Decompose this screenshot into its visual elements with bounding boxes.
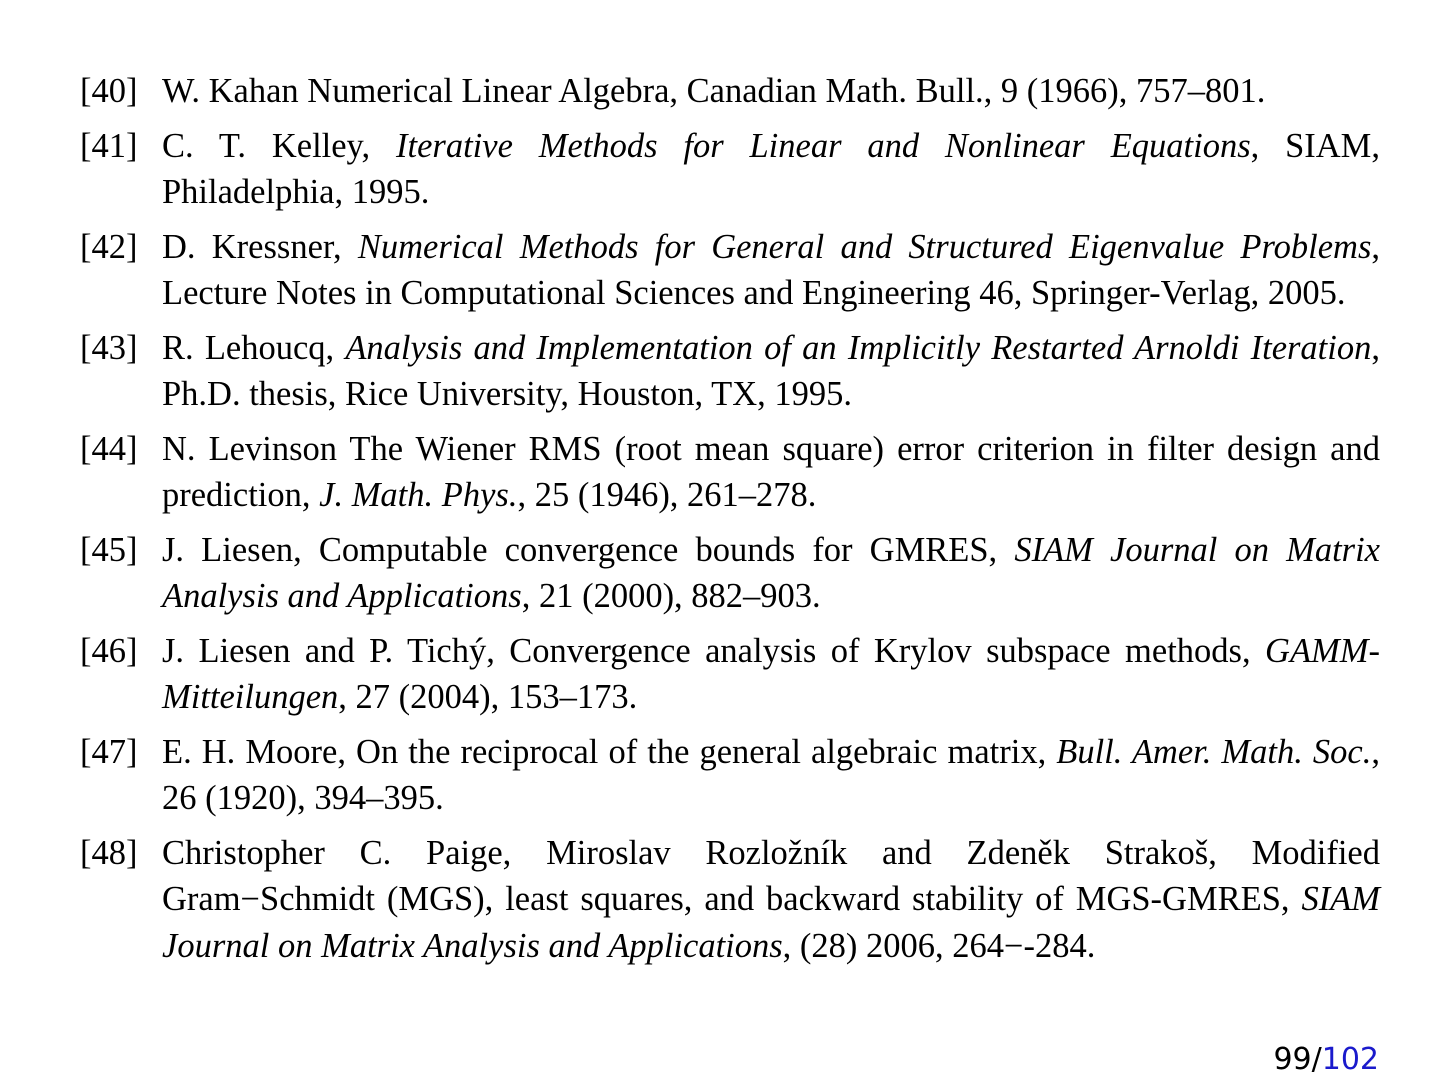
reference-entry (80, 527, 1380, 620)
reference-title-italic: Analysis and Implementation of an Implicitly Restarted Arnoldi Iteration (345, 328, 1372, 367)
current-page-number: 99 (1273, 1042, 1312, 1077)
reference-text-segment: , 26 (1920), 394–395. (162, 732, 1380, 817)
reference-entry (80, 426, 1380, 519)
reference-title-italic: SIAM Journal on Matrix Analysis and Applications (162, 530, 1380, 615)
reference-text-segment: Christopher C. Paige, Miroslav Rozložník and Zdeněk Strakoš, Modified Gram−Schmidt (MGS), least squares, and backward stability of MGS-GMRES, (162, 833, 1380, 918)
reference-text-segment: , Ph.D. thesis, Rice University, Houston, TX, 1995. (162, 328, 1380, 413)
reference-entry (80, 325, 1380, 418)
reference-text-segment: N. Levinson The Wiener RMS (root mean square) error criterion in filter design and prediction, (162, 429, 1380, 514)
reference-text (162, 628, 1380, 721)
reference-text-segment: W. Kahan Numerical Linear Algebra, Canadian Math. Bull., 9 (1966), 757–801. (162, 72, 1266, 110)
reference-number: [40] (80, 72, 138, 110)
reference-text-segment: J. Liesen and P. Tichý, Convergence analysis of Krylov subspace methods, (162, 631, 1266, 670)
reference-text-segment: , 25 (1946), 261–278. (517, 476, 817, 514)
reference-entry (80, 830, 1380, 970)
reference-number: [42] (80, 227, 138, 266)
reference-number: [44] (80, 429, 138, 468)
reference-text-segment: , 21 (2000), 882–903. (521, 577, 821, 615)
reference-title-italic: SIAM Journal on Matrix Analysis and Applications (162, 880, 1380, 965)
reference-text (162, 68, 1380, 115)
reference-number: [41] (80, 126, 138, 165)
reference-number: [43] (80, 328, 138, 367)
reference-entry (80, 123, 1380, 216)
reference-text-segment: J. Liesen, Computable convergence bounds for GMRES, (162, 530, 1015, 569)
reference-text (162, 123, 1380, 216)
reference-text (162, 830, 1380, 970)
reference-entry (80, 729, 1380, 822)
reference-text (162, 224, 1380, 317)
reference-title-italic: J. Math. Phys. (319, 476, 518, 514)
page-separator: / (1311, 1042, 1322, 1077)
reference-title-italic: Numerical Methods for General and Structured Eigenvalue Problems (357, 227, 1372, 266)
total-pages-link[interactable]: 102 (1321, 1042, 1379, 1077)
reference-list (80, 68, 1380, 977)
reference-text-segment: D. Kressner, (162, 227, 358, 266)
reference-text (162, 527, 1380, 620)
reference-title-italic: Bull. Amer. Math. Soc. (1056, 732, 1372, 771)
reference-title-italic: GAMM-Mitteilungen (162, 631, 1380, 716)
reference-text-segment: R. Lehoucq, (162, 328, 346, 367)
reference-text-segment: , Lecture Notes in Computational Sciences and Engineering 46, Springer-Verlag, 2005. (162, 227, 1380, 312)
reference-number: [45] (80, 530, 138, 569)
reference-text (162, 729, 1380, 822)
reference-title-italic: Iterative Methods for Linear and Nonlinear Equations (396, 126, 1251, 165)
reference-number: [47] (80, 732, 138, 771)
reference-text-segment: C. T. Kelley, (162, 126, 397, 165)
reference-text-segment: , SIAM, Philadelphia, 1995. (162, 126, 1380, 211)
reference-number: [48] (80, 833, 138, 872)
reference-text (162, 325, 1380, 418)
reference-text-segment: E. H. Moore, On the reciprocal of the general algebraic matrix, (162, 732, 1057, 771)
reference-text-segment: , 27 (2004), 153–173. (338, 678, 638, 716)
reference-number: [46] (80, 631, 138, 670)
page-indicator (1273, 1040, 1379, 1080)
reference-entry (80, 68, 1380, 115)
reference-entry (80, 224, 1380, 317)
reference-text (162, 426, 1380, 519)
reference-text-segment: , (28) 2006, 264−-284. (782, 926, 1096, 965)
reference-entry (80, 628, 1380, 721)
